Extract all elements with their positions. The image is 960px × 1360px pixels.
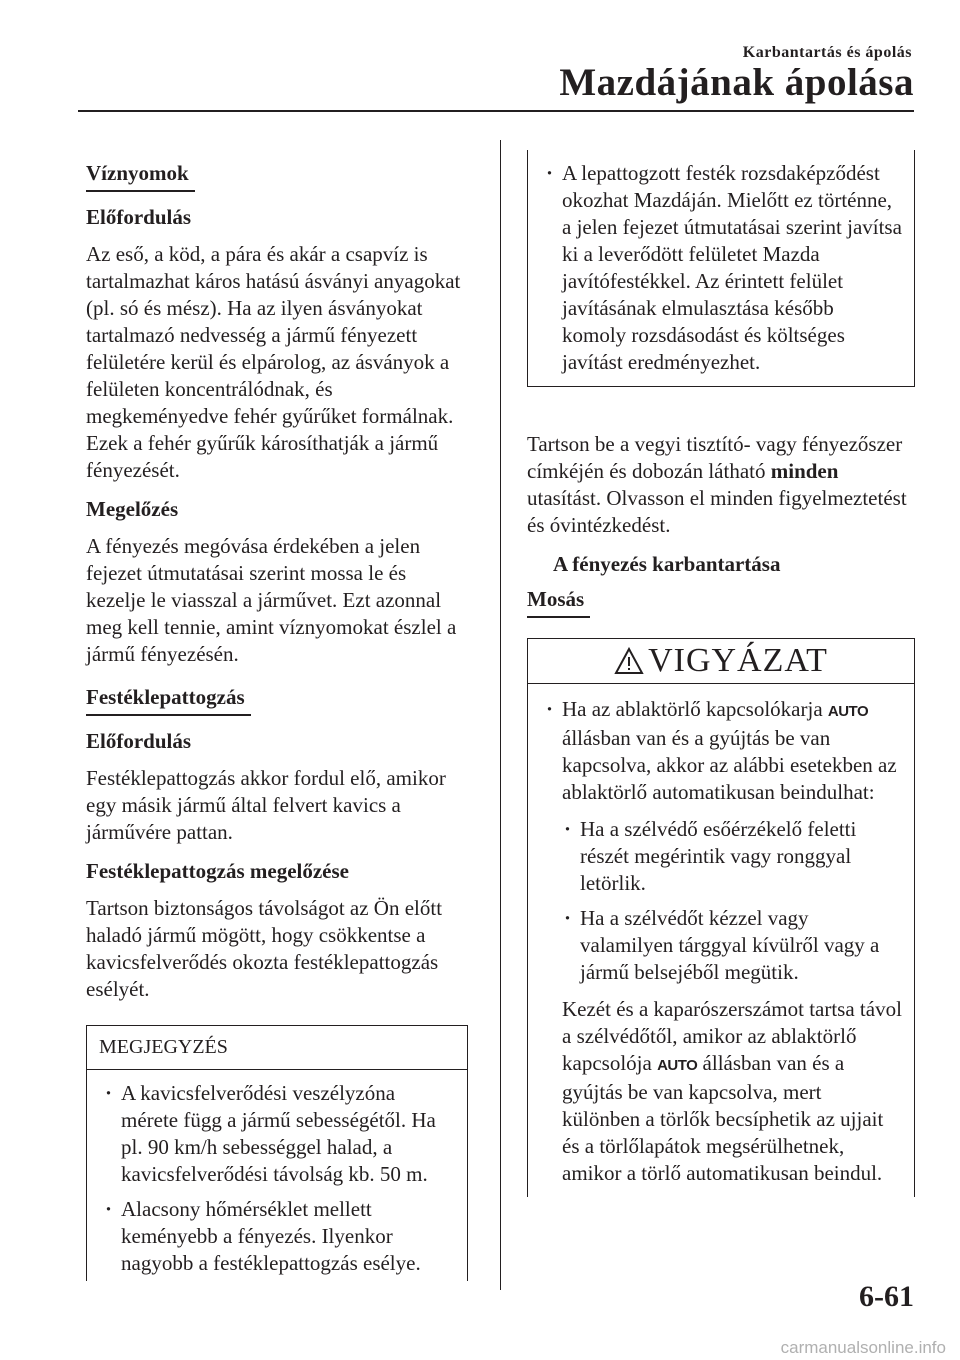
paragraph-tartson: Tartson be a vegyi tisztító- vagy fényezőszer címkéjén és dobozán látható minden utasítást. Olvasson el minden figyelmeztetést és óvintézkedést. [527, 432, 907, 537]
note-box [86, 1025, 468, 1281]
subheading-elofordulas: Előfordulás [86, 205, 192, 229]
note-item: · A lepattogzott festék rozsdaképződést okozhat Mazdáján. Mielőtt ez történne, a jelen fejezet útmutatásai szerint javítsa ki a leverődött felületet Mazda javítófestékkel. Az érintett felület javításának elmulasztása később komoly rozsdásodást és költséges javítást eredményezhet. [540, 160, 902, 376]
auto-symbol: AUTO [827, 703, 869, 720]
left-column [86, 160, 470, 1281]
heading-mosas: Mosás [527, 586, 590, 618]
header-rule [78, 110, 914, 112]
page-number: 6-61 [859, 1280, 914, 1313]
paragraph-festeklepattogzas: Festéklepattogzás akkor fordul elő, amikor egy másik jármű által felvert kavics a járművére pattan. [86, 766, 446, 844]
paragraph-megelozes: A fényezés megóvása érdekében a jelen fejezet útmutatásai szerint mossa le és kezelje le viasszal a járművet. Ezt azonnal meg kell tennie, amint víznyomokat észlel a jármű fényezésén. [86, 534, 457, 666]
caution-title-row [528, 639, 914, 684]
subheading-fenyezes-karbantartasa: A fényezés karbantartása [553, 552, 781, 576]
paragraph-viznyomok: Az eső, a köd, a pára és akár a csapvíz is tartalmazhat káros hatású ásványi anyagokat (pl. só és mész). Ha az ilyen ásványokat tartalmazó nedvesség a jármű fényezett felületére kerül és elpárolog, az ásványok a felületen koncentrálódnak, és megkeményedve fehér gyűrűket formálnak. Ezek a fehér gyűrűk károsíthatják a jármű fényezését. [86, 242, 461, 482]
page-title: Mazdájának ápolása [559, 61, 914, 104]
note-item: · Alacsony hőmérséklet mellett keményebb a fényezés. Ilyenkor nagyobb a festéklepattogzás esélye. [99, 1196, 455, 1277]
note-box-continued [527, 150, 915, 387]
caution-item: · Ha az ablaktörlő kapcsolókarja AUTO állásban van és a gyújtás be van kapcsolva, akkor az alábbi esetekben az ablaktörlő automatikusan beindulhat: [540, 696, 902, 806]
section-title: Karbantartás és ápolás [742, 44, 912, 61]
caution-box [527, 638, 915, 1197]
right-column [527, 150, 915, 1197]
warning-icon [614, 647, 644, 675]
subheading-megelozes: Megelőzés [86, 497, 179, 521]
note-item: · A kavicsfelverődési veszélyzóna mérete függ a jármű sebességétől. Ha pl. 90 km/h sebességgel halad, a kavicsfelverődési távolság kb. 50 m. [99, 1080, 455, 1188]
caution-title: VIGYÁZAT [648, 642, 828, 679]
subheading-festek-megelozes: Festéklepattogzás megelőzése [86, 859, 349, 883]
caution-subitem: · Ha a szélvédő esőérzékelő feletti részét megérintik vagy ronggyal letörlik. [540, 816, 902, 897]
paragraph-festek-megelozes: Tartson biztonságos távolságot az Ön előtt haladó jármű mögött, hogy csökkentse a kavicsfelverődés okozta festéklepattogzás esélyét. [86, 896, 443, 1001]
watermark: carmanualsonline.info [780, 1338, 946, 1357]
emphasis-minden: minden [770, 459, 839, 483]
note-title: MEGJEGYZÉS [87, 1026, 467, 1070]
caution-paragraph: Kezét és a kaparószerszámot tartsa távol a szélvédőtől, amikor az ablaktörlő kapcsolója AUTO állásban van és a gyújtás be van kapcsolva, mert különben a törlők becsíphetik az ujjait és a törlőlapátok megsérülhetnek, amikor a törlő automatikusan beindul. [562, 997, 902, 1185]
heading-viznyomok: Víznyomok [86, 160, 195, 192]
auto-symbol: AUTO [657, 1057, 698, 1074]
heading-festeklepattogzas: Festéklepattogzás [86, 684, 251, 716]
caution-subitem: · Ha a szélvédőt kézzel vagy valamilyen tárggyal kívülről vagy a jármű belsejéből megütik. [540, 905, 902, 986]
subheading-elofordulas-2: Előfordulás [86, 729, 192, 753]
column-divider [500, 140, 501, 1290]
